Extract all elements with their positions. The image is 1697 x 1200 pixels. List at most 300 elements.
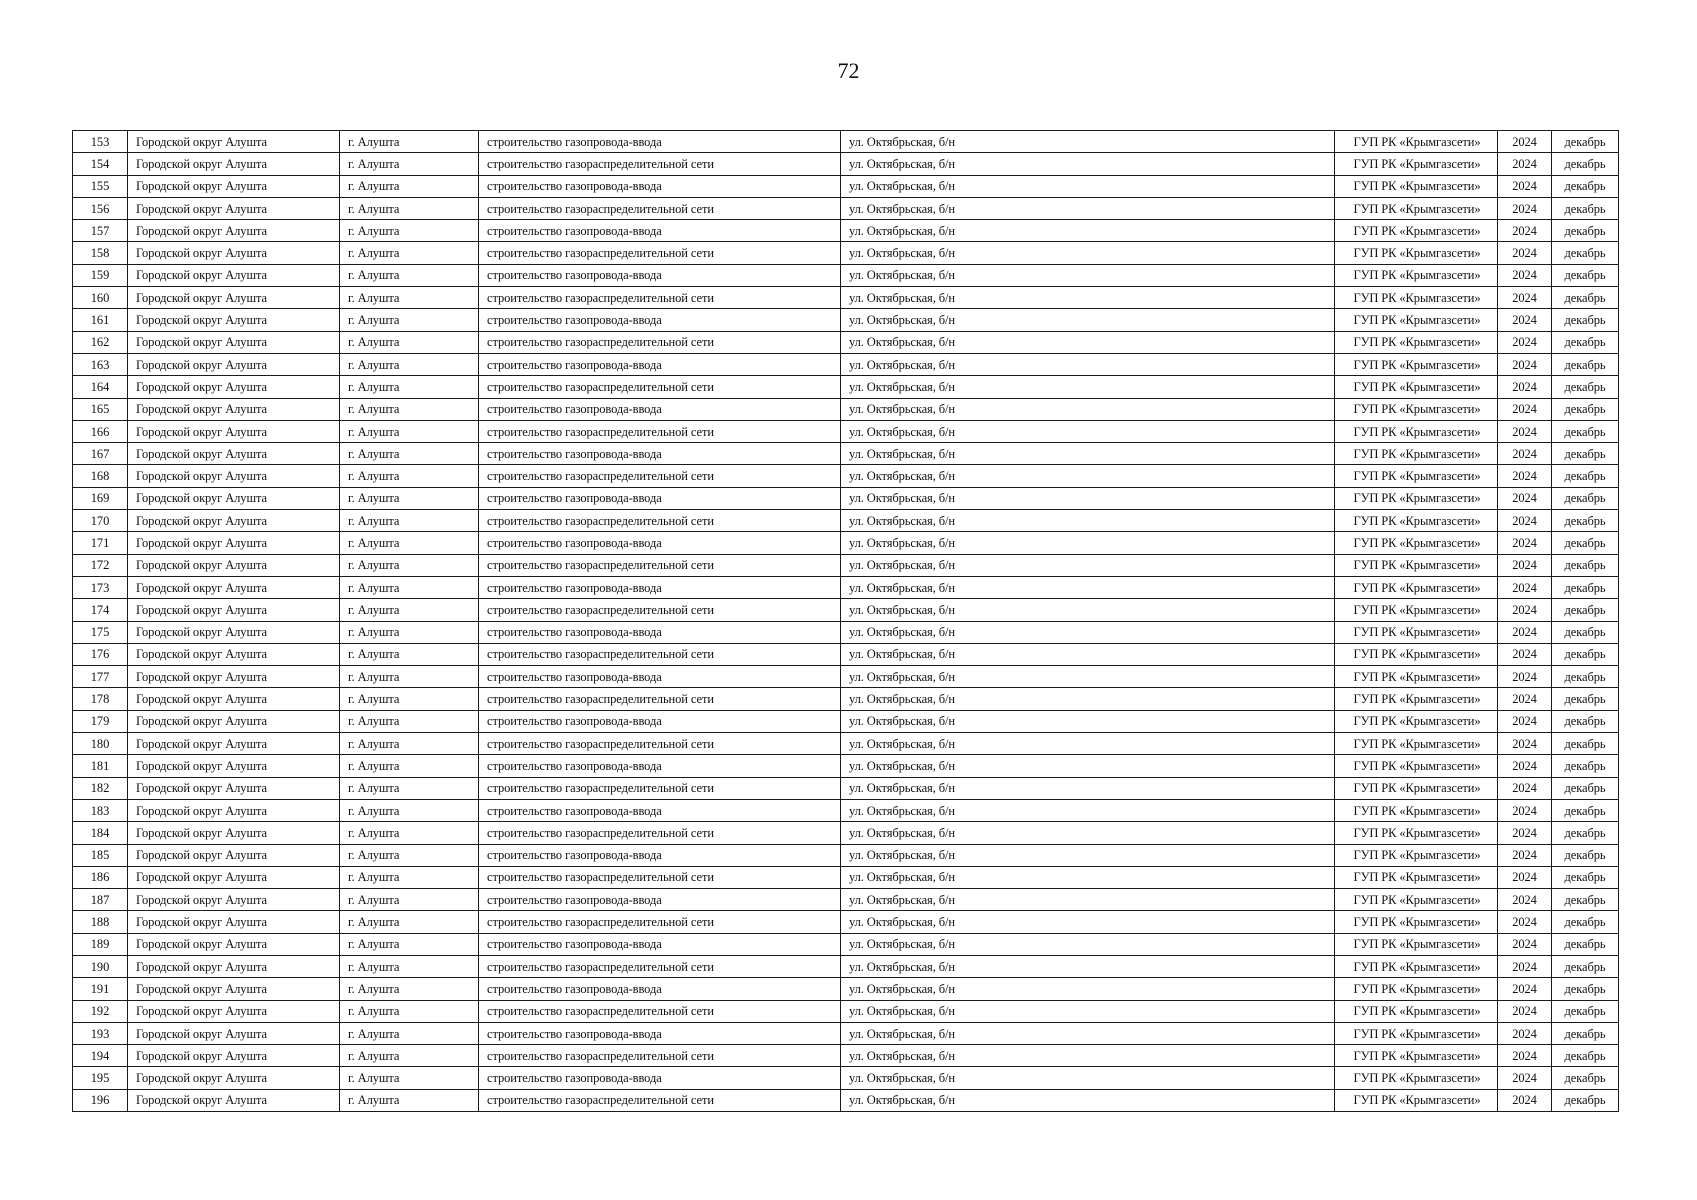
address-cell: ул. Октябрьская, б/н xyxy=(841,420,1335,442)
organization-cell: ГУП РК «Крымгазсети» xyxy=(1335,465,1498,487)
table-row xyxy=(73,978,1619,1000)
year-cell: 2024 xyxy=(1498,398,1552,420)
organization-cell: ГУП РК «Крымгазсети» xyxy=(1335,933,1498,955)
address-cell: ул. Октябрьская, б/н xyxy=(841,131,1335,153)
month-cell: декабрь xyxy=(1552,420,1619,442)
year-cell: 2024 xyxy=(1498,420,1552,442)
table-row xyxy=(73,933,1619,955)
city-cell: г. Алушта xyxy=(340,599,479,621)
row-number-cell: 189 xyxy=(73,933,128,955)
address-cell: ул. Октябрьская, б/н xyxy=(841,532,1335,554)
district-cell: Городской округ Алушта xyxy=(128,398,340,420)
page-number: 72 xyxy=(837,58,860,83)
city-cell: г. Алушта xyxy=(340,264,479,286)
city-cell: г. Алушта xyxy=(340,576,479,598)
table-row xyxy=(73,398,1619,420)
work-type-cell: строительство газораспределительной сети xyxy=(479,1000,841,1022)
row-number-cell: 181 xyxy=(73,755,128,777)
city-cell: г. Алушта xyxy=(340,287,479,309)
district-cell: Городской округ Алушта xyxy=(128,1022,340,1044)
row-number-cell: 182 xyxy=(73,777,128,799)
month-cell: декабрь xyxy=(1552,353,1619,375)
work-type-cell: строительство газопровода-ввода xyxy=(479,264,841,286)
work-type-cell: строительство газопровода-ввода xyxy=(479,443,841,465)
organization-cell: ГУП РК «Крымгазсети» xyxy=(1335,1045,1498,1067)
address-cell: ул. Октябрьская, б/н xyxy=(841,510,1335,532)
year-cell: 2024 xyxy=(1498,666,1552,688)
month-cell: декабрь xyxy=(1552,933,1619,955)
address-cell: ул. Октябрьская, б/н xyxy=(841,376,1335,398)
month-cell: декабрь xyxy=(1552,264,1619,286)
city-cell: г. Алушта xyxy=(340,487,479,509)
year-cell: 2024 xyxy=(1498,955,1552,977)
organization-cell: ГУП РК «Крымгазсети» xyxy=(1335,331,1498,353)
row-number-cell: 185 xyxy=(73,844,128,866)
address-cell: ул. Октябрьская, б/н xyxy=(841,777,1335,799)
year-cell: 2024 xyxy=(1498,443,1552,465)
month-cell: декабрь xyxy=(1552,153,1619,175)
table-row xyxy=(73,621,1619,643)
work-type-cell: строительство газопровода-ввода xyxy=(479,220,841,242)
work-type-cell: строительство газораспределительной сети xyxy=(479,197,841,219)
table-row xyxy=(73,688,1619,710)
work-type-cell: строительство газопровода-ввода xyxy=(479,978,841,1000)
table-row xyxy=(73,1067,1619,1089)
district-cell: Городской округ Алушта xyxy=(128,287,340,309)
year-cell: 2024 xyxy=(1498,197,1552,219)
organization-cell: ГУП РК «Крымгазсети» xyxy=(1335,487,1498,509)
address-cell: ул. Октябрьская, б/н xyxy=(841,353,1335,375)
city-cell: г. Алушта xyxy=(340,353,479,375)
work-type-cell: строительство газопровода-ввода xyxy=(479,532,841,554)
address-cell: ул. Октябрьская, б/н xyxy=(841,398,1335,420)
year-cell: 2024 xyxy=(1498,175,1552,197)
table-row xyxy=(73,955,1619,977)
table-row xyxy=(73,599,1619,621)
district-cell: Городской округ Алушта xyxy=(128,911,340,933)
address-cell: ул. Октябрьская, б/н xyxy=(841,443,1335,465)
table-row xyxy=(73,443,1619,465)
row-number-cell: 155 xyxy=(73,175,128,197)
city-cell: г. Алушта xyxy=(340,510,479,532)
work-type-cell: строительство газопровода-ввода xyxy=(479,487,841,509)
work-type-cell: строительство газопровода-ввода xyxy=(479,309,841,331)
address-cell: ул. Октябрьская, б/н xyxy=(841,889,1335,911)
city-cell: г. Алушта xyxy=(340,309,479,331)
city-cell: г. Алушта xyxy=(340,621,479,643)
month-cell: декабрь xyxy=(1552,1000,1619,1022)
row-number-cell: 193 xyxy=(73,1022,128,1044)
district-cell: Городской округ Алушта xyxy=(128,1089,340,1111)
month-cell: декабрь xyxy=(1552,733,1619,755)
row-number-cell: 153 xyxy=(73,131,128,153)
table-row xyxy=(73,1045,1619,1067)
table-row xyxy=(73,822,1619,844)
address-cell: ул. Октябрьская, б/н xyxy=(841,710,1335,732)
address-cell: ул. Октябрьская, б/н xyxy=(841,621,1335,643)
city-cell: г. Алушта xyxy=(340,1022,479,1044)
work-type-cell: строительство газораспределительной сети xyxy=(479,465,841,487)
month-cell: декабрь xyxy=(1552,955,1619,977)
year-cell: 2024 xyxy=(1498,599,1552,621)
address-cell: ул. Октябрьская, б/н xyxy=(841,933,1335,955)
work-type-cell: строительство газораспределительной сети xyxy=(479,510,841,532)
address-cell: ул. Октябрьская, б/н xyxy=(841,688,1335,710)
district-cell: Городской округ Алушта xyxy=(128,331,340,353)
district-cell: Городской округ Алушта xyxy=(128,197,340,219)
work-type-cell: строительство газопровода-ввода xyxy=(479,799,841,821)
district-cell: Городской округ Алушта xyxy=(128,688,340,710)
table-row xyxy=(73,755,1619,777)
work-type-cell: строительство газораспределительной сети xyxy=(479,643,841,665)
year-cell: 2024 xyxy=(1498,465,1552,487)
year-cell: 2024 xyxy=(1498,1022,1552,1044)
table-row xyxy=(73,576,1619,598)
city-cell: г. Алушта xyxy=(340,376,479,398)
row-number-cell: 168 xyxy=(73,465,128,487)
organization-cell: ГУП РК «Крымгазсети» xyxy=(1335,443,1498,465)
district-cell: Городской округ Алушта xyxy=(128,621,340,643)
organization-cell: ГУП РК «Крымгазсети» xyxy=(1335,398,1498,420)
organization-cell: ГУП РК «Крымгазсети» xyxy=(1335,866,1498,888)
address-cell: ул. Октябрьская, б/н xyxy=(841,822,1335,844)
organization-cell: ГУП РК «Крымгазсети» xyxy=(1335,264,1498,286)
year-cell: 2024 xyxy=(1498,733,1552,755)
district-cell: Городской округ Алушта xyxy=(128,264,340,286)
address-cell: ул. Октябрьская, б/н xyxy=(841,197,1335,219)
work-type-cell: строительство газопровода-ввода xyxy=(479,398,841,420)
district-cell: Городской округ Алушта xyxy=(128,1067,340,1089)
city-cell: г. Алушта xyxy=(340,688,479,710)
organization-cell: ГУП РК «Крымгазсети» xyxy=(1335,889,1498,911)
organization-cell: ГУП РК «Крымгазсети» xyxy=(1335,621,1498,643)
table-row xyxy=(73,487,1619,509)
organization-cell: ГУП РК «Крымгазсети» xyxy=(1335,733,1498,755)
month-cell: декабрь xyxy=(1552,242,1619,264)
work-type-cell: строительство газораспределительной сети xyxy=(479,376,841,398)
organization-cell: ГУП РК «Крымгазсети» xyxy=(1335,666,1498,688)
district-cell: Городской округ Алушта xyxy=(128,420,340,442)
row-number-cell: 170 xyxy=(73,510,128,532)
year-cell: 2024 xyxy=(1498,978,1552,1000)
month-cell: декабрь xyxy=(1552,978,1619,1000)
address-cell: ул. Октябрьская, б/н xyxy=(841,866,1335,888)
table-row xyxy=(73,1089,1619,1111)
month-cell: декабрь xyxy=(1552,911,1619,933)
month-cell: декабрь xyxy=(1552,777,1619,799)
month-cell: декабрь xyxy=(1552,576,1619,598)
year-cell: 2024 xyxy=(1498,309,1552,331)
district-cell: Городской округ Алушта xyxy=(128,799,340,821)
district-cell: Городской округ Алушта xyxy=(128,955,340,977)
address-cell: ул. Октябрьская, б/н xyxy=(841,978,1335,1000)
organization-cell: ГУП РК «Крымгазсети» xyxy=(1335,220,1498,242)
address-cell: ул. Октябрьская, б/н xyxy=(841,242,1335,264)
district-cell: Городской округ Алушта xyxy=(128,242,340,264)
table-row xyxy=(73,175,1619,197)
month-cell: декабрь xyxy=(1552,1067,1619,1089)
organization-cell: ГУП РК «Крымгазсети» xyxy=(1335,599,1498,621)
district-cell: Городской округ Алушта xyxy=(128,1045,340,1067)
organization-cell: ГУП РК «Крымгазсети» xyxy=(1335,1089,1498,1111)
year-cell: 2024 xyxy=(1498,799,1552,821)
row-number-cell: 165 xyxy=(73,398,128,420)
table-row xyxy=(73,866,1619,888)
city-cell: г. Алушта xyxy=(340,1045,479,1067)
work-type-cell: строительство газопровода-ввода xyxy=(479,131,841,153)
month-cell: декабрь xyxy=(1552,287,1619,309)
table-row xyxy=(73,911,1619,933)
month-cell: декабрь xyxy=(1552,643,1619,665)
district-cell: Городской округ Алушта xyxy=(128,153,340,175)
organization-cell: ГУП РК «Крымгазсети» xyxy=(1335,1000,1498,1022)
district-cell: Городской округ Алушта xyxy=(128,1000,340,1022)
city-cell: г. Алушта xyxy=(340,554,479,576)
city-cell: г. Алушта xyxy=(340,933,479,955)
work-type-cell: строительство газопровода-ввода xyxy=(479,621,841,643)
table-row xyxy=(73,777,1619,799)
year-cell: 2024 xyxy=(1498,1000,1552,1022)
year-cell: 2024 xyxy=(1498,889,1552,911)
work-type-cell: строительство газораспределительной сети xyxy=(479,599,841,621)
address-cell: ул. Октябрьская, б/н xyxy=(841,733,1335,755)
city-cell: г. Алушта xyxy=(340,822,479,844)
city-cell: г. Алушта xyxy=(340,331,479,353)
table-row xyxy=(73,309,1619,331)
month-cell: декабрь xyxy=(1552,688,1619,710)
city-cell: г. Алушта xyxy=(340,443,479,465)
work-type-cell: строительство газопровода-ввода xyxy=(479,353,841,375)
work-type-cell: строительство газораспределительной сети xyxy=(479,1045,841,1067)
table-row xyxy=(73,287,1619,309)
address-cell: ул. Октябрьская, б/н xyxy=(841,576,1335,598)
row-number-cell: 194 xyxy=(73,1045,128,1067)
table-row xyxy=(73,331,1619,353)
address-cell: ул. Октябрьская, б/н xyxy=(841,287,1335,309)
table-row xyxy=(73,733,1619,755)
city-cell: г. Алушта xyxy=(340,866,479,888)
year-cell: 2024 xyxy=(1498,153,1552,175)
year-cell: 2024 xyxy=(1498,554,1552,576)
organization-cell: ГУП РК «Крымгазсети» xyxy=(1335,242,1498,264)
year-cell: 2024 xyxy=(1498,353,1552,375)
table-row xyxy=(73,554,1619,576)
address-cell: ул. Октябрьская, б/н xyxy=(841,465,1335,487)
city-cell: г. Алушта xyxy=(340,220,479,242)
year-cell: 2024 xyxy=(1498,376,1552,398)
row-number-cell: 180 xyxy=(73,733,128,755)
organization-cell: ГУП РК «Крымгазсети» xyxy=(1335,955,1498,977)
organization-cell: ГУП РК «Крымгазсети» xyxy=(1335,799,1498,821)
work-type-cell: строительство газопровода-ввода xyxy=(479,889,841,911)
city-cell: г. Алушта xyxy=(340,197,479,219)
table-row xyxy=(73,197,1619,219)
year-cell: 2024 xyxy=(1498,1045,1552,1067)
address-cell: ул. Октябрьская, б/н xyxy=(841,1067,1335,1089)
table-row xyxy=(73,376,1619,398)
year-cell: 2024 xyxy=(1498,911,1552,933)
city-cell: г. Алушта xyxy=(340,153,479,175)
organization-cell: ГУП РК «Крымгазсети» xyxy=(1335,911,1498,933)
row-number-cell: 163 xyxy=(73,353,128,375)
year-cell: 2024 xyxy=(1498,1067,1552,1089)
work-type-cell: строительство газораспределительной сети xyxy=(479,688,841,710)
year-cell: 2024 xyxy=(1498,220,1552,242)
district-cell: Городской округ Алушта xyxy=(128,353,340,375)
year-cell: 2024 xyxy=(1498,264,1552,286)
organization-cell: ГУП РК «Крымгазсети» xyxy=(1335,844,1498,866)
year-cell: 2024 xyxy=(1498,643,1552,665)
year-cell: 2024 xyxy=(1498,688,1552,710)
organization-cell: ГУП РК «Крымгазсети» xyxy=(1335,287,1498,309)
work-type-cell: строительство газораспределительной сети xyxy=(479,242,841,264)
month-cell: декабрь xyxy=(1552,844,1619,866)
row-number-cell: 154 xyxy=(73,153,128,175)
row-number-cell: 167 xyxy=(73,443,128,465)
city-cell: г. Алушта xyxy=(340,710,479,732)
district-cell: Городской округ Алушта xyxy=(128,576,340,598)
table-row xyxy=(73,510,1619,532)
address-cell: ул. Октябрьская, б/н xyxy=(841,911,1335,933)
row-number-cell: 161 xyxy=(73,309,128,331)
district-cell: Городской округ Алушта xyxy=(128,866,340,888)
district-cell: Городской округ Алушта xyxy=(128,822,340,844)
district-cell: Городской округ Алушта xyxy=(128,666,340,688)
year-cell: 2024 xyxy=(1498,131,1552,153)
organization-cell: ГУП РК «Крымгазсети» xyxy=(1335,1067,1498,1089)
city-cell: г. Алушта xyxy=(340,1067,479,1089)
month-cell: декабрь xyxy=(1552,1022,1619,1044)
table-row xyxy=(73,889,1619,911)
city-cell: г. Алушта xyxy=(340,889,479,911)
year-cell: 2024 xyxy=(1498,532,1552,554)
district-cell: Городской округ Алушта xyxy=(128,978,340,1000)
row-number-cell: 175 xyxy=(73,621,128,643)
month-cell: декабрь xyxy=(1552,331,1619,353)
address-cell: ул. Октябрьская, б/н xyxy=(841,487,1335,509)
work-type-cell: строительство газопровода-ввода xyxy=(479,1067,841,1089)
district-cell: Городской округ Алушта xyxy=(128,487,340,509)
district-cell: Городской округ Алушта xyxy=(128,465,340,487)
address-cell: ул. Октябрьская, б/н xyxy=(841,220,1335,242)
table-body xyxy=(73,131,1619,1112)
district-cell: Городской округ Алушта xyxy=(128,376,340,398)
year-cell: 2024 xyxy=(1498,866,1552,888)
city-cell: г. Алушта xyxy=(340,1089,479,1111)
address-cell: ул. Октябрьская, б/н xyxy=(841,955,1335,977)
month-cell: декабрь xyxy=(1552,532,1619,554)
table-row xyxy=(73,153,1619,175)
year-cell: 2024 xyxy=(1498,710,1552,732)
work-type-cell: строительство газораспределительной сети xyxy=(479,733,841,755)
organization-cell: ГУП РК «Крымгазсети» xyxy=(1335,688,1498,710)
row-number-cell: 177 xyxy=(73,666,128,688)
work-type-cell: строительство газопровода-ввода xyxy=(479,175,841,197)
district-cell: Городской округ Алушта xyxy=(128,220,340,242)
organization-cell: ГУП РК «Крымгазсети» xyxy=(1335,131,1498,153)
year-cell: 2024 xyxy=(1498,755,1552,777)
work-type-cell: строительство газораспределительной сети xyxy=(479,866,841,888)
city-cell: г. Алушта xyxy=(340,643,479,665)
table-row xyxy=(73,710,1619,732)
row-number-cell: 188 xyxy=(73,911,128,933)
city-cell: г. Алушта xyxy=(340,131,479,153)
district-cell: Городской округ Алушта xyxy=(128,599,340,621)
address-cell: ул. Октябрьская, б/н xyxy=(841,643,1335,665)
organization-cell: ГУП РК «Крымгазсети» xyxy=(1335,153,1498,175)
work-type-cell: строительство газопровода-ввода xyxy=(479,933,841,955)
city-cell: г. Алушта xyxy=(340,844,479,866)
row-number-cell: 192 xyxy=(73,1000,128,1022)
district-cell: Городской округ Алушта xyxy=(128,309,340,331)
organization-cell: ГУП РК «Крымгазсети» xyxy=(1335,309,1498,331)
table-row xyxy=(73,220,1619,242)
gas-works-table xyxy=(72,130,1619,1112)
district-cell: Городской округ Алушта xyxy=(128,710,340,732)
work-type-cell: строительство газораспределительной сети xyxy=(479,822,841,844)
city-cell: г. Алушта xyxy=(340,755,479,777)
month-cell: декабрь xyxy=(1552,197,1619,219)
work-type-cell: строительство газораспределительной сети xyxy=(479,1089,841,1111)
district-cell: Городской округ Алушта xyxy=(128,554,340,576)
city-cell: г. Алушта xyxy=(340,733,479,755)
organization-cell: ГУП РК «Крымгазсети» xyxy=(1335,197,1498,219)
work-type-cell: строительство газораспределительной сети xyxy=(479,554,841,576)
month-cell: декабрь xyxy=(1552,376,1619,398)
work-type-cell: строительство газораспределительной сети xyxy=(479,420,841,442)
table-row xyxy=(73,420,1619,442)
address-cell: ул. Октябрьская, б/н xyxy=(841,1089,1335,1111)
year-cell: 2024 xyxy=(1498,510,1552,532)
organization-cell: ГУП РК «Крымгазсети» xyxy=(1335,978,1498,1000)
address-cell: ул. Октябрьская, б/н xyxy=(841,264,1335,286)
table-row xyxy=(73,844,1619,866)
district-cell: Городской округ Алушта xyxy=(128,443,340,465)
month-cell: декабрь xyxy=(1552,889,1619,911)
row-number-cell: 186 xyxy=(73,866,128,888)
month-cell: декабрь xyxy=(1552,822,1619,844)
row-number-cell: 156 xyxy=(73,197,128,219)
row-number-cell: 166 xyxy=(73,420,128,442)
work-type-cell: строительство газопровода-ввода xyxy=(479,576,841,598)
work-type-cell: строительство газораспределительной сети xyxy=(479,911,841,933)
month-cell: декабрь xyxy=(1552,1089,1619,1111)
row-number-cell: 162 xyxy=(73,331,128,353)
table-row xyxy=(73,1022,1619,1044)
organization-cell: ГУП РК «Крымгазсети» xyxy=(1335,576,1498,598)
address-cell: ул. Октябрьская, б/н xyxy=(841,755,1335,777)
table-row xyxy=(73,131,1619,153)
month-cell: декабрь xyxy=(1552,710,1619,732)
row-number-cell: 164 xyxy=(73,376,128,398)
month-cell: декабрь xyxy=(1552,554,1619,576)
year-cell: 2024 xyxy=(1498,287,1552,309)
district-cell: Городской округ Алушта xyxy=(128,777,340,799)
city-cell: г. Алушта xyxy=(340,1000,479,1022)
organization-cell: ГУП РК «Крымгазсети» xyxy=(1335,710,1498,732)
work-type-cell: строительство газопровода-ввода xyxy=(479,710,841,732)
month-cell: декабрь xyxy=(1552,755,1619,777)
month-cell: декабрь xyxy=(1552,799,1619,821)
work-type-cell: строительство газораспределительной сети xyxy=(479,955,841,977)
row-number-cell: 171 xyxy=(73,532,128,554)
district-cell: Городской округ Алушта xyxy=(128,510,340,532)
organization-cell: ГУП РК «Крымгазсети» xyxy=(1335,777,1498,799)
row-number-cell: 190 xyxy=(73,955,128,977)
organization-cell: ГУП РК «Крымгазсети» xyxy=(1335,822,1498,844)
row-number-cell: 196 xyxy=(73,1089,128,1111)
district-cell: Городской округ Алушта xyxy=(128,755,340,777)
